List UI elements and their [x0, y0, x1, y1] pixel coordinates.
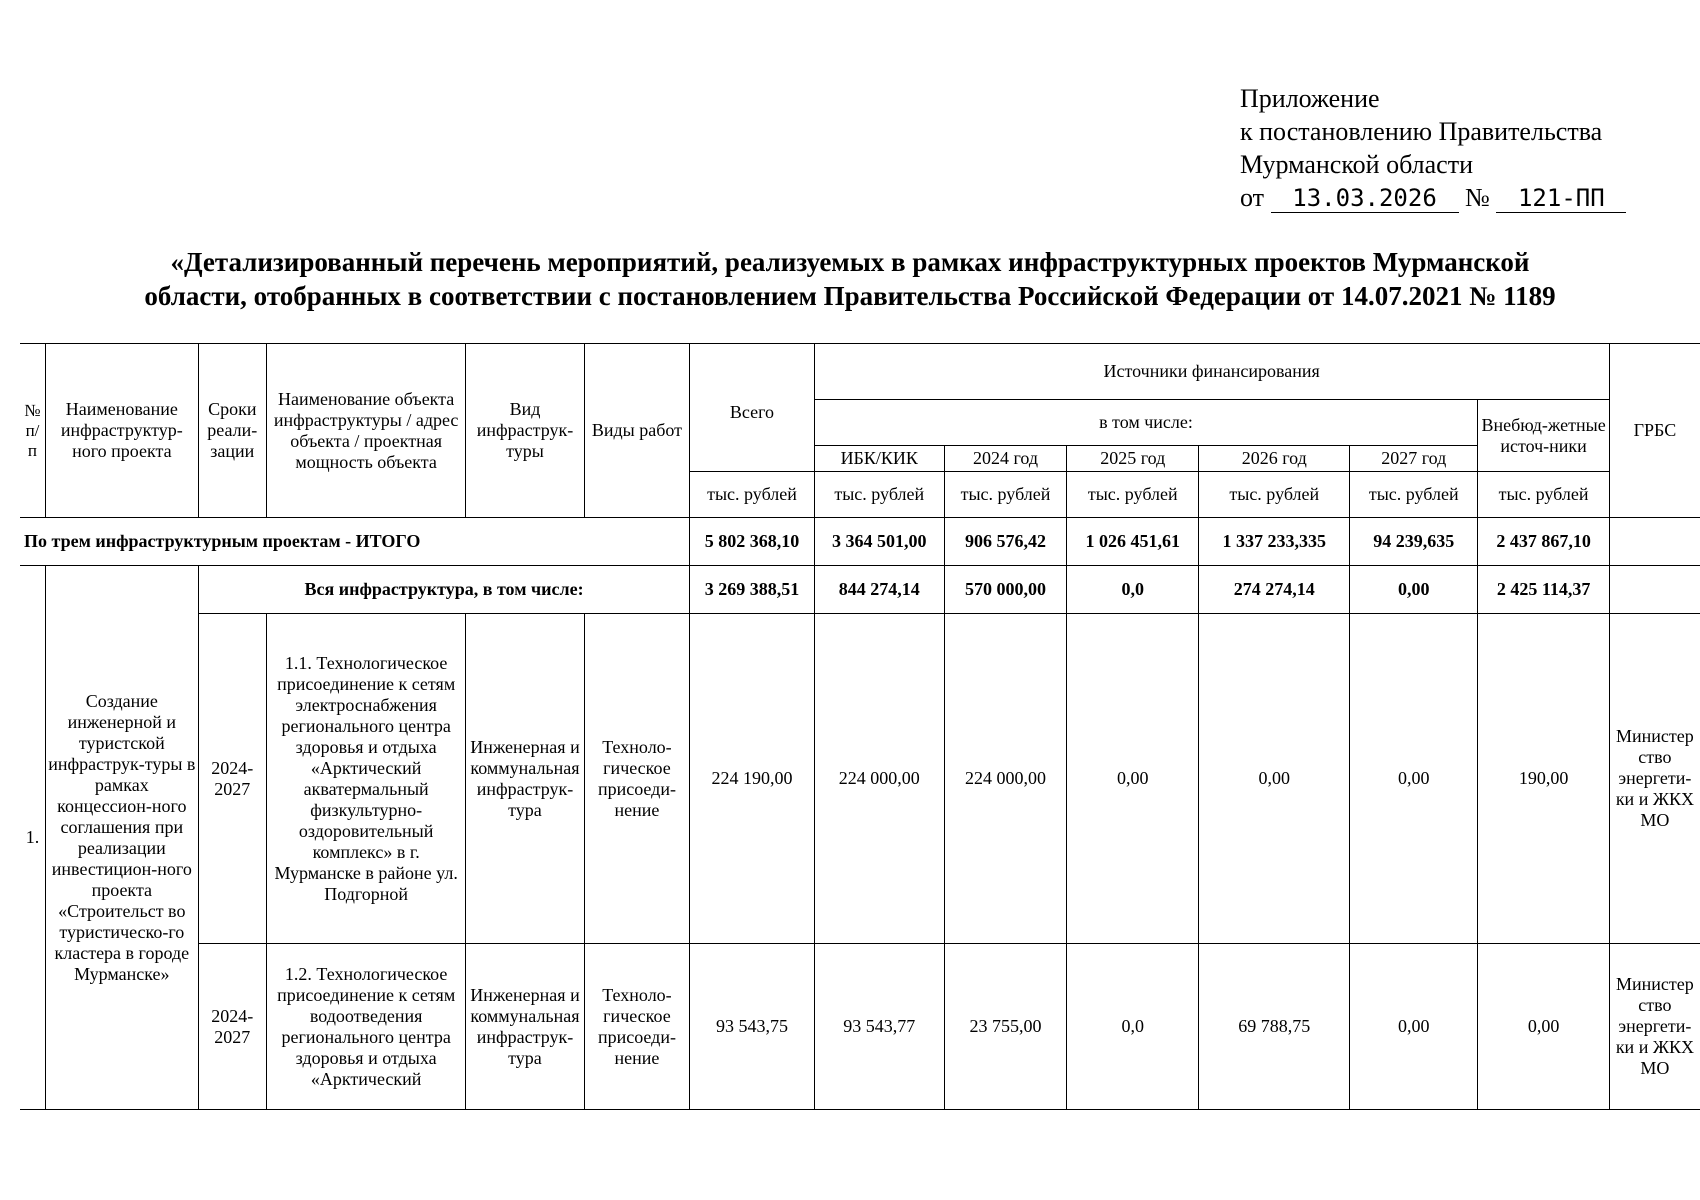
grand-total-2027: 94 239,635	[1350, 518, 1478, 566]
appendix-line3: Мурманской области	[1240, 150, 1473, 179]
row1-works: Техноло-гическое присоеди-нение	[584, 614, 690, 944]
header-2026: 2026 год	[1199, 446, 1350, 472]
number-label: №	[1465, 183, 1490, 212]
row2-object: 1.2. Технологическое присоединение к сетям водоотведения регионального центра здоровья и отдыха «Арктический	[266, 944, 466, 1110]
header-sources: Источники финансирования	[814, 344, 1609, 400]
row1-2024: 224 000,00	[944, 614, 1066, 944]
row1-infra-type: Инженерная и коммунальная инфраструк-тура	[466, 614, 584, 944]
appendix-line1: Приложение	[1240, 84, 1380, 113]
appendix-date: 13.03.2026	[1271, 184, 1459, 213]
header-including: в том числе:	[814, 400, 1478, 446]
project1-row-1-1	[20, 614, 1700, 944]
grand-total-2024: 906 576,42	[944, 518, 1066, 566]
header-ibk: ИБК/КИК	[814, 446, 944, 472]
row2-grbs: Министер ство энергети-ки и ЖКХ МО	[1609, 944, 1700, 1110]
project1-summary-grbs	[1609, 566, 1700, 614]
header-object: Наименование объекта инфраструктуры / адрес объекта / проектная мощность объекта	[266, 344, 466, 518]
appendix-line2: к постановлению Правительства	[1240, 117, 1603, 146]
row2-2027: 0,00	[1350, 944, 1478, 1110]
header-infra-type: Вид инфраструк-туры	[466, 344, 584, 518]
grand-total-2025: 1 026 451,61	[1067, 518, 1199, 566]
measures-table	[20, 343, 1700, 1110]
grand-total-total: 5 802 368,10	[690, 518, 814, 566]
row1-object: 1.1. Технологическое присоединение к сетям электроснабжения регионального центра здоровья и отдыха «Арктический акватермальный физкультурно-оздоровительный комплекс» в г. Мурманске в районе ул. Подгорной	[266, 614, 466, 944]
row2-works: Техноло-гическое присоеди-нение	[584, 944, 690, 1110]
row2-total: 93 543,75	[690, 944, 814, 1110]
unit-2026: тыс. рублей	[1199, 472, 1350, 518]
unit-extra: тыс. рублей	[1478, 472, 1609, 518]
project1-summary-row	[20, 566, 1700, 614]
unit-total: тыс. рублей	[690, 472, 814, 518]
row1-total: 224 190,00	[690, 614, 814, 944]
project1-summary-ibk: 844 274,14	[814, 566, 944, 614]
header-2027: 2027 год	[1350, 446, 1478, 472]
project1-summary-2026: 274 274,14	[1199, 566, 1350, 614]
grand-total-2026: 1 337 233,335	[1199, 518, 1350, 566]
row1-extra: 190,00	[1478, 614, 1609, 944]
from-label: от	[1240, 183, 1265, 212]
grand-total-row	[20, 518, 1700, 566]
row1-2026: 0,00	[1199, 614, 1350, 944]
header-extra: Внебюд-жетные источ-ники	[1478, 400, 1609, 472]
project1-summary-extra: 2 425 114,37	[1478, 566, 1609, 614]
project1-summary-2027: 0,00	[1350, 566, 1478, 614]
project1-num: 1.	[20, 566, 45, 1110]
title-line1: «Детализированный перечень мероприятий, реализуемых в рамках инфраструктурных проектов Мурманской	[170, 247, 1530, 277]
project1-summary-2024: 570 000,00	[944, 566, 1066, 614]
project1-name: Создание инженерной и туристской инфраструк-туры в рамках концессион-ного соглашения при реализации инвестицион-ного проекта «Строительст во туристическо-го кластера в городе Мурманске»	[45, 566, 198, 1110]
appendix-date-line	[1240, 181, 1626, 214]
row2-extra: 0,00	[1478, 944, 1609, 1110]
row1-grbs: Министер ство энергети-ки и ЖКХ МО	[1609, 614, 1700, 944]
project1-row-1-2	[20, 944, 1700, 1110]
row2-2026: 69 788,75	[1199, 944, 1350, 1110]
header-grbs: ГРБС	[1609, 344, 1700, 518]
header-total: Всего	[690, 344, 814, 472]
project1-summary-label: Вся инфраструктура, в том числе:	[198, 566, 690, 614]
header-2024: 2024 год	[944, 446, 1066, 472]
row1-terms: 2024-2027	[198, 614, 266, 944]
grand-total-extra: 2 437 867,10	[1478, 518, 1609, 566]
row1-2027: 0,00	[1350, 614, 1478, 944]
grand-total-grbs	[1609, 518, 1700, 566]
project1-summary-2025: 0,0	[1067, 566, 1199, 614]
grand-total-ibk: 3 364 501,00	[814, 518, 944, 566]
unit-2024: тыс. рублей	[944, 472, 1066, 518]
title-line2: области, отобранных в соответствии с постановлением Правительства Российской Федерации от 14.07.2021 № 1189	[144, 281, 1556, 311]
header-terms: Сроки реали-зации	[198, 344, 266, 518]
row2-2024: 23 755,00	[944, 944, 1066, 1110]
header-num: № п/п	[20, 344, 45, 518]
unit-ibk: тыс. рублей	[814, 472, 944, 518]
row2-2025: 0,0	[1067, 944, 1199, 1110]
row1-ibk: 224 000,00	[814, 614, 944, 944]
appendix-block	[1240, 82, 1626, 214]
project1-summary-total: 3 269 388,51	[690, 566, 814, 614]
header-project: Наименование инфраструктур-ного проекта	[45, 344, 198, 518]
row2-infra-type: Инженерная и коммунальная инфраструк-тура	[466, 944, 584, 1110]
header-works: Виды работ	[584, 344, 690, 518]
appendix-number: 121-ПП	[1496, 184, 1626, 213]
document-title	[40, 245, 1660, 313]
unit-2027: тыс. рублей	[1350, 472, 1478, 518]
row2-ibk: 93 543,77	[814, 944, 944, 1110]
row1-2025: 0,00	[1067, 614, 1199, 944]
grand-total-label: По трем инфраструктурным проектам - ИТОГО	[20, 518, 690, 566]
header-2025: 2025 год	[1067, 446, 1199, 472]
unit-2025: тыс. рублей	[1067, 472, 1199, 518]
row2-terms: 2024-2027	[198, 944, 266, 1110]
header-row-1	[20, 344, 1700, 400]
